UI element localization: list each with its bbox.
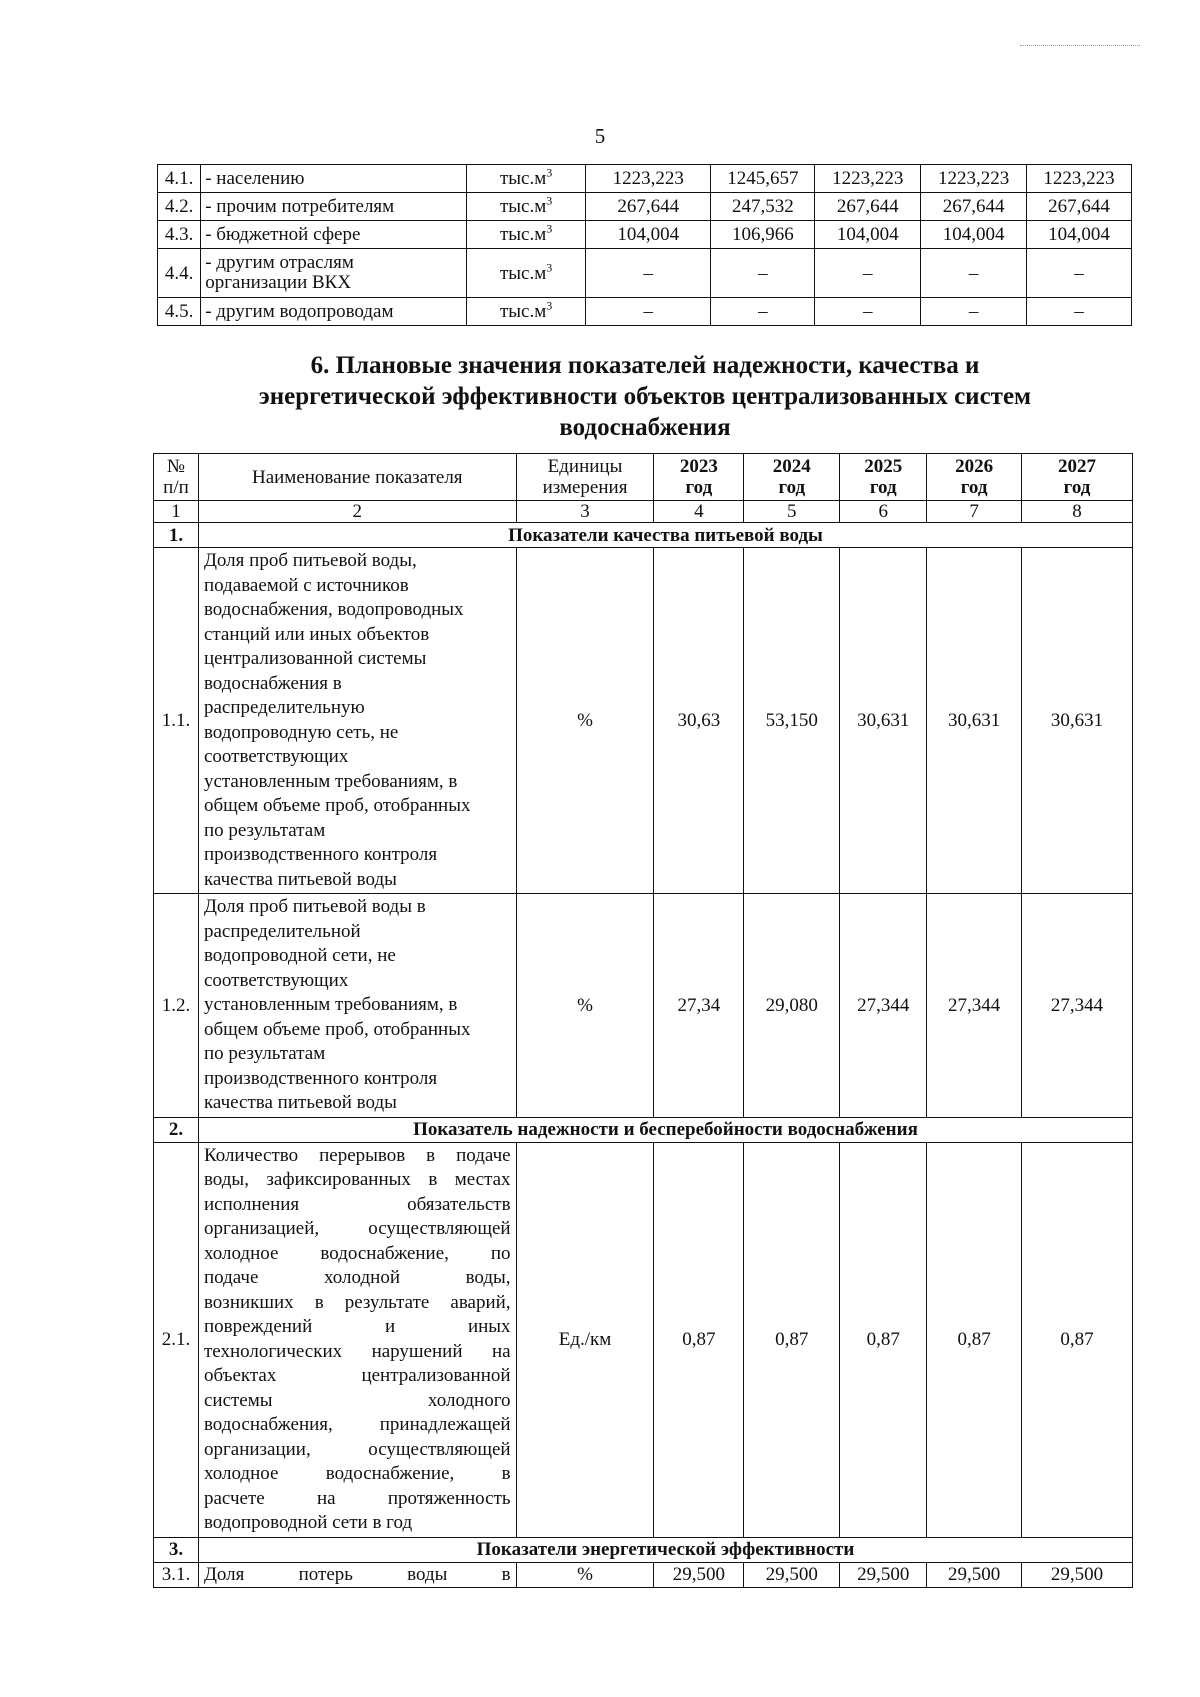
value-cell: 30,63 [654, 548, 744, 894]
column-number: 1 [154, 501, 199, 523]
row-number: 1.2. [154, 894, 199, 1118]
value-cell: 104,004 [1027, 221, 1132, 249]
header-year: 2027 год [1022, 454, 1133, 501]
description-line: возникших в результате аварий, [203, 1291, 511, 1313]
value-cell: – [815, 298, 921, 326]
header-year: 2024 год [744, 454, 840, 501]
description-line: станций или иных объектов [203, 623, 430, 645]
description-line: системы холодного [203, 1389, 511, 1411]
column-number: 3 [516, 501, 654, 523]
row-number: 3.1. [154, 1562, 199, 1587]
value-cell: – [1027, 249, 1132, 298]
description-line: общем объеме проб, отобранных [203, 1018, 471, 1040]
value-cell: 29,500 [927, 1562, 1022, 1587]
column-number: 8 [1022, 501, 1133, 523]
section-title-line: 6. Плановые значения показателей надежности, качества и [310, 352, 980, 379]
row-unit: Ед./км [516, 1142, 654, 1537]
value-cell: 106,966 [711, 221, 815, 249]
value-cell: 104,004 [586, 221, 711, 249]
row-number: 4.3. [158, 221, 201, 249]
table-row [158, 298, 1132, 326]
description-line: технологических нарушений на [203, 1340, 511, 1362]
description-line: водоснабжения в [203, 672, 342, 694]
description-line: соответствующих [203, 746, 349, 767]
row-number: 4.5. [158, 298, 201, 326]
section-title [160, 350, 1130, 443]
group-row [154, 523, 1133, 548]
column-number: 4 [654, 501, 744, 523]
table-row [154, 548, 1133, 894]
description-line: качества питьевой воды [203, 1092, 397, 1113]
description-line: установленным требованиям, в [203, 770, 458, 792]
description-line: холодное водоснабжение, по [203, 1242, 511, 1264]
description-line: централизованной системы [203, 648, 427, 669]
row-name: - другим отраслям организации ВКХ [201, 249, 467, 298]
value-cell: 27,344 [840, 894, 927, 1118]
value-cell: 29,500 [744, 1562, 840, 1587]
value-cell: 27,344 [1022, 894, 1133, 1118]
description-line: распределительной [203, 920, 361, 942]
value-cell: 267,644 [1027, 193, 1132, 221]
row-unit: % [516, 548, 654, 894]
value-cell: 104,004 [815, 221, 921, 249]
description-line: организацией, осуществляющей [203, 1218, 511, 1239]
column-number: 2 [198, 501, 516, 523]
description-line: воды, зафиксированных в местах [203, 1169, 511, 1190]
row-name: - другим водопроводам [201, 298, 467, 326]
description-line: Доля проб питьевой воды в [203, 896, 426, 917]
value-cell: – [711, 298, 815, 326]
description-line: водопроводную сеть, не [203, 721, 399, 743]
description-line: водопроводной сети, не [203, 945, 396, 966]
value-cell: 104,004 [921, 221, 1027, 249]
header-year: 2023 год [654, 454, 744, 501]
description-line: распределительную [203, 697, 365, 718]
row-unit: $тыс.м^3$ [467, 249, 586, 298]
value-cell: 267,644 [815, 193, 921, 221]
header-year: 2025 год [840, 454, 927, 501]
value-cell: 27,34 [654, 894, 744, 1118]
description-line: соответствующих [203, 969, 349, 991]
value-cell: 267,644 [586, 193, 711, 221]
header-unit: Единицы измерения [516, 454, 654, 501]
value-cell: 29,500 [654, 1562, 744, 1587]
value-cell: 0,87 [744, 1142, 840, 1537]
value-cell: 0,87 [1022, 1142, 1133, 1537]
column-number: 6 [840, 501, 927, 523]
indicators-table [153, 453, 1133, 1588]
value-cell: – [815, 249, 921, 298]
header-number: № п/п [154, 454, 199, 501]
value-cell: 0,87 [927, 1142, 1022, 1537]
row-name: - населению [201, 165, 467, 193]
page-number: 5 [594, 124, 606, 148]
group-row [154, 1117, 1133, 1142]
description-line: производственного контроля [203, 1067, 438, 1089]
row-number: 4.2. [158, 193, 201, 221]
group-title: Показатель надежности и бесперебойности водоснабжения [198, 1117, 1132, 1142]
value-cell: – [921, 298, 1027, 326]
row-name: - бюджетной сфере [201, 221, 467, 249]
row-number: 4.1. [158, 165, 201, 193]
value-cell: 1223,223 [815, 165, 921, 193]
value-cell: 1223,223 [921, 165, 1027, 193]
column-number: 7 [927, 501, 1022, 523]
value-cell: 30,631 [927, 548, 1022, 894]
value-cell: 29,080 [744, 894, 840, 1118]
value-cell: 1223,223 [1027, 165, 1132, 193]
value-cell: – [921, 249, 1027, 298]
value-cell: – [586, 249, 711, 298]
value-cell: 1245,657 [711, 165, 815, 193]
description-line: Количество перерывов в подаче [203, 1144, 511, 1166]
description-line: Доля проб питьевой воды, [203, 550, 417, 571]
value-cell: 0,87 [654, 1142, 744, 1537]
column-number: 5 [744, 501, 840, 523]
group-number: 3. [154, 1537, 199, 1562]
value-cell: – [1027, 298, 1132, 326]
column-numbers-row [154, 501, 1133, 523]
description-line: водопроводной сети в год [203, 1512, 413, 1533]
header-year: 2026 год [927, 454, 1022, 501]
description-line: расчете на протяженность [203, 1487, 511, 1509]
indicator-description [198, 1142, 516, 1537]
header-name: Наименование показателя [198, 454, 516, 501]
value-cell: 247,532 [711, 193, 815, 221]
group-number: 1. [154, 523, 199, 548]
row-number: 4.4. [158, 249, 201, 298]
row-unit: $тыс.м^3$ [467, 193, 586, 221]
description-line: организации, осуществляющей [203, 1438, 511, 1460]
scan-artifact [1020, 45, 1140, 46]
table-row [158, 165, 1132, 193]
table-row [154, 894, 1133, 1118]
value-cell: 53,150 [744, 548, 840, 894]
section-title-line: энергетической эффективности объектов централизованных систем [258, 383, 1032, 410]
group-title: Показатели энергетической эффективности [198, 1537, 1132, 1562]
table-row [158, 249, 1132, 298]
value-cell: 267,644 [921, 193, 1027, 221]
description-line: водоснабжения, водопроводных [203, 599, 464, 620]
table-header-row [154, 454, 1133, 501]
description-line: водоснабжения, принадлежащей [203, 1414, 511, 1435]
value-cell: 29,500 [1022, 1562, 1133, 1587]
value-cell: 30,631 [1022, 548, 1133, 894]
value-cell: 29,500 [840, 1562, 927, 1587]
group-row [154, 1537, 1133, 1562]
row-unit: $тыс.м^3$ [467, 221, 586, 249]
value-cell: 1223,223 [586, 165, 711, 193]
group-number: 2. [154, 1117, 199, 1142]
indicators-table-body [154, 454, 1133, 1588]
description-line: подаваемой с источников [203, 574, 409, 596]
row-number: 2.1. [154, 1142, 199, 1537]
description-line: исполнения обязательств [203, 1193, 511, 1215]
table-row [154, 1142, 1133, 1537]
description-line: объектах централизованной [203, 1365, 511, 1386]
water-supply-table [157, 164, 1132, 326]
value-cell: – [586, 298, 711, 326]
value-cell: 30,631 [840, 548, 927, 894]
description-line: повреждений и иных [203, 1316, 511, 1337]
description-line: подаче холодной воды, [203, 1267, 511, 1288]
row-unit: % [516, 894, 654, 1118]
table-row [158, 193, 1132, 221]
row-number: 1.1. [154, 548, 199, 894]
section-title-line: водоснабжения [559, 414, 731, 441]
description-line: по результатам [203, 1043, 326, 1064]
indicator-description: Доля потерь воды в [198, 1562, 516, 1587]
value-cell: 0,87 [840, 1142, 927, 1537]
row-unit: $тыс.м^3$ [467, 165, 586, 193]
value-cell: 27,344 [927, 894, 1022, 1118]
description-line: установленным требованиям, в [203, 994, 458, 1015]
description-line: производственного контроля [203, 844, 438, 865]
supply-table-body [158, 165, 1132, 326]
row-unit: % [516, 1562, 654, 1587]
value-cell: – [711, 249, 815, 298]
description-line: качества питьевой воды [203, 868, 397, 890]
row-name: - прочим потребителям [201, 193, 467, 221]
row-unit: $тыс.м^3$ [467, 298, 586, 326]
indicator-description [198, 548, 516, 894]
description-line: по результатам [203, 819, 326, 841]
description-line: общем объеме проб, отобранных [203, 795, 471, 816]
description-line: холодное водоснабжение, в [203, 1463, 511, 1484]
indicator-description [198, 894, 516, 1118]
table-row [158, 221, 1132, 249]
group-title: Показатели качества питьевой воды [198, 523, 1132, 548]
table-row [154, 1562, 1133, 1587]
